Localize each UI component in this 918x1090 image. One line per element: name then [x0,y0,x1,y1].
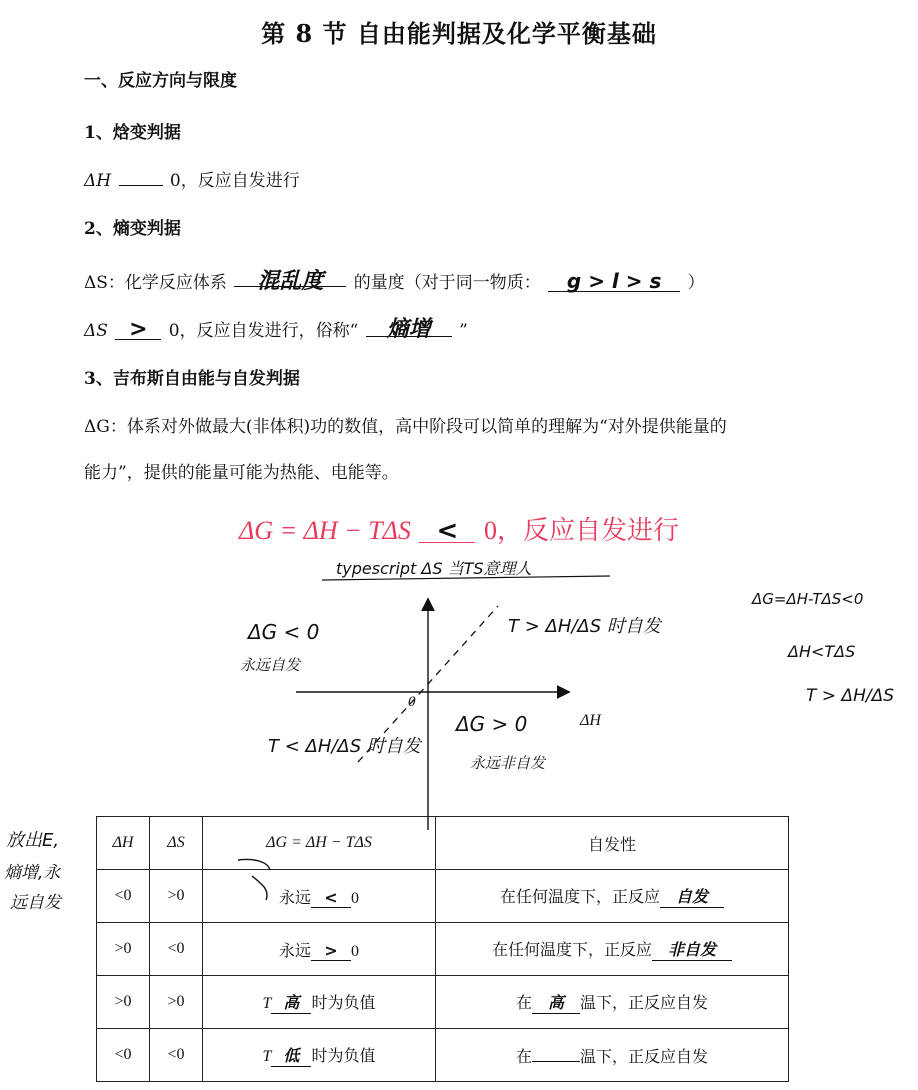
table-row [97,1029,789,1082]
delta-s-symbol: ΔS [84,321,108,341]
table-row [97,976,789,1029]
side-note-line1: ΔG=ΔH-TΔS<0 [752,590,864,608]
cell-spontaneity: 在任何温度下，正反应 自发 [436,870,789,923]
entropy-nickname-blank: 熵增 [366,312,452,337]
entropy-definition-blank: 混乱度 [234,264,346,287]
cell-spontaneity: 在 高 温下，正反应自发 [436,976,789,1029]
cell-delta-s: <0 [150,923,203,976]
cell-delta-s: >0 [150,870,203,923]
cell-delta-s: >0 [150,976,203,1029]
cell-delta-h: >0 [97,976,150,1029]
table-row [97,923,789,976]
header-delta-s: ΔS [150,817,203,870]
page-title: 第 8 节 自由能判据及化学平衡基础 [261,19,657,48]
origin-label: 0 [408,694,416,710]
cell-delta-s: <0 [150,1029,203,1082]
margin-note-line2: 熵增,永 [4,863,61,883]
slope-note: typescript ΔS 当TS意理人 [336,559,532,578]
entropy-criterion-suffix: ” [459,321,468,341]
cell-delta-h: >0 [97,923,150,976]
cell-delta-g: 永远 < 0 [203,870,436,923]
gibbs-formula-suffix: 0，反应自发进行 [483,516,679,545]
cell-delta-g: 永远 > 0 [203,923,436,976]
subheading-gibbs: 3、吉布斯自由能与自发判据 [84,369,300,389]
entropy-order-blank: g > l > s [548,269,680,292]
gibbs-formula-blank: < [419,516,475,543]
cell-delta-g: T 高 时为负值 [203,976,436,1029]
header-delta-h: ΔH [97,817,150,870]
x-axis-label: ΔH [580,712,601,729]
margin-note-line1: 放出E, [6,830,60,851]
cell-delta-g: T 低 时为负值 [203,1029,436,1082]
spontaneity-table [96,816,789,1082]
entropy-criterion-middle: 0，反应自发进行，俗称“ [168,321,359,341]
q4-sub: 永远非自发 [470,754,546,772]
cell-delta-h: <0 [97,1029,150,1082]
q1-label: ΔG < 0 [248,620,320,644]
q4-label: ΔG > 0 [456,712,528,736]
side-note-line3: T > ΔH/ΔS [806,686,894,706]
section-heading-direction: 一、反应方向与限度 [84,71,237,91]
lower-line-label: T < ΔH/ΔS 时自发 [268,736,421,757]
cell-spontaneity: 在 温下，正反应自发 [436,1029,789,1082]
cell-spontaneity: 在任何温度下，正反应 非自发 [436,923,789,976]
table-row [97,870,789,923]
cell-delta-h: <0 [97,870,150,923]
upper-line-label: T > ΔH/ΔS 时自发 [508,616,661,637]
entropy-sign-blank: > [115,317,161,340]
header-spontaneity: 自发性 [436,817,789,870]
header-delta-g: ΔG = ΔH − TΔS [203,817,436,870]
subheading-enthalpy: 1、焓变判据 [84,123,181,143]
entropy-definition-prefix: ΔS：化学反应体系 [84,273,227,293]
gibbs-formula-expression: ΔG = ΔH − TΔS [239,516,411,545]
margin-note-line3: 远自发 [10,893,61,913]
entropy-definition-middle: 的量度（对于同一物质： [353,273,541,293]
entropy-definition-suffix: ） [687,273,705,293]
gibbs-paragraph-line1: ΔG：体系对外做最大(非体积)功的数值，高中阶段可以简单的理解为“对外提供能量的 [84,417,727,437]
side-note-line2: ΔH<TΔS [788,642,856,661]
enthalpy-criterion-text: 0，反应自发进行 [169,171,300,191]
table-header-row [97,817,789,870]
gibbs-paragraph-line2: 能力”，提供的能量可能为热能、电能等。 [84,463,399,483]
q1-sub: 永远自发 [240,656,301,674]
delta-h-symbol: ΔH [84,171,112,191]
subheading-entropy: 2、熵变判据 [84,219,181,239]
